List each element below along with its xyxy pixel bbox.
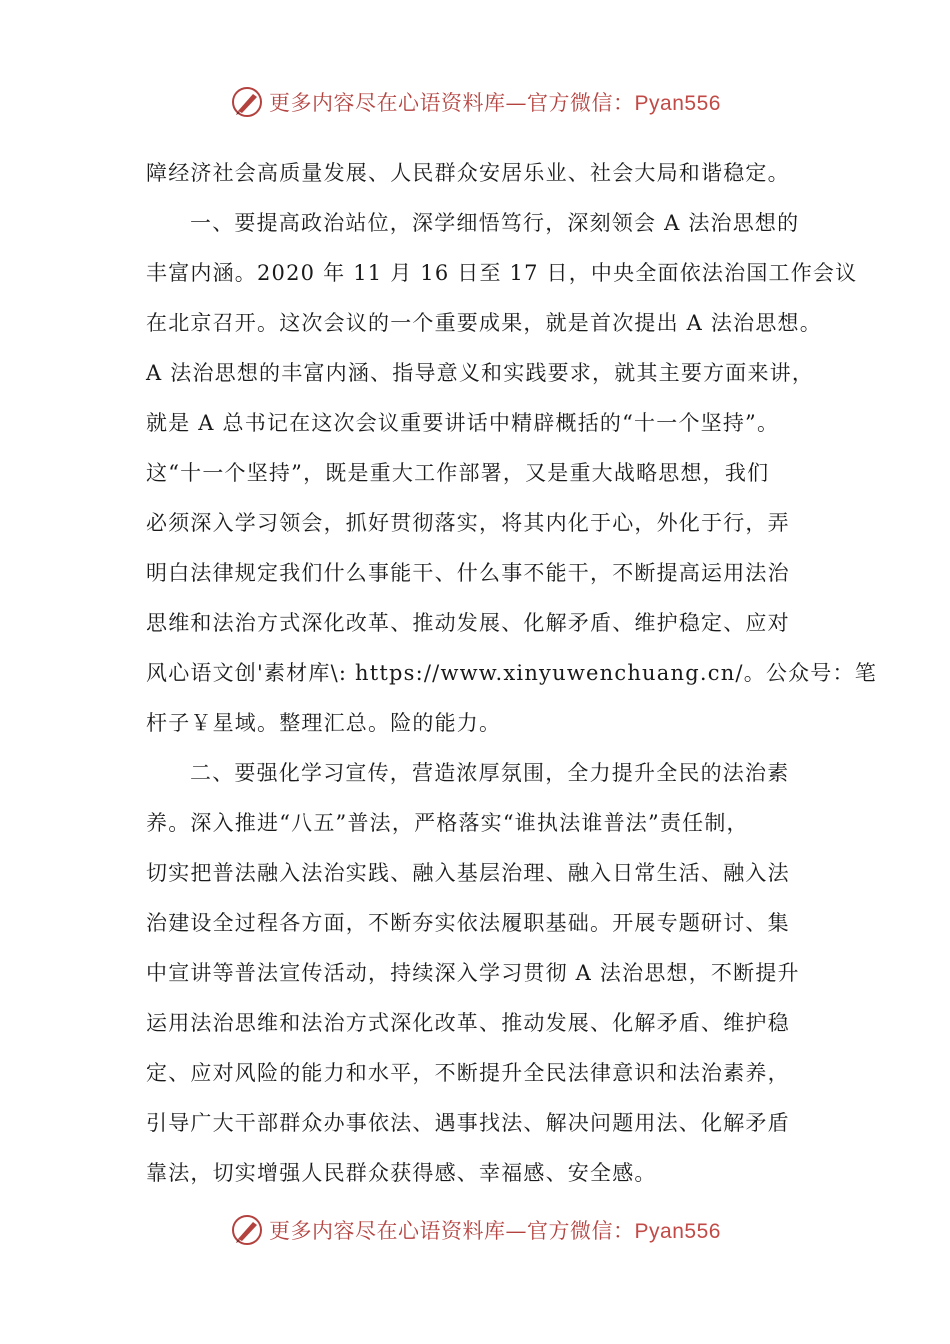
banner-text: 更多内容尽在心语资料库—官方微信：Pyan556 bbox=[269, 1219, 721, 1243]
header-banner bbox=[0, 82, 950, 122]
text-line: 运用法治思维和法治方式深化改革、推动发展、化解矛盾、维护稳 bbox=[146, 1011, 790, 1035]
text-line: 治建设全过程各方面，不断夯实依法履职基础。开展专题研讨、集 bbox=[146, 911, 790, 935]
text-line: 养。深入推进“八五”普法，严格落实“谁执法谁普法”责任制， bbox=[146, 811, 749, 835]
text-line: 引导广大干部群众办事依法、遇事找法、解决问题用法、化解矛盾 bbox=[146, 1111, 790, 1135]
document-body bbox=[146, 148, 877, 1198]
text-line: 必须深入学习领会，抓好贯彻落实，将其内化于心，外化于行，弄 bbox=[146, 511, 790, 535]
text-line: A 法治思想的丰富内涵、指导意义和实践要求，就其主要方面来讲， bbox=[146, 361, 815, 385]
footer-banner bbox=[0, 1210, 950, 1250]
text-line: 定、应对风险的能力和水平，不断提升全民法律意识和法治素养， bbox=[146, 1061, 790, 1085]
pen-logo-icon bbox=[229, 1212, 265, 1248]
banner-text: 更多内容尽在心语资料库—官方微信：Pyan556 bbox=[269, 91, 721, 115]
pen-logo-icon bbox=[229, 84, 265, 120]
text-line: 中宣讲等普法宣传活动，持续深入学习贯彻 A 法治思想，不断提升 bbox=[146, 961, 800, 985]
paragraph-heading: 一、要提高政治站位，深学细悟笃行，深刻领会 A 法治思想的 bbox=[190, 211, 800, 235]
text-line: 在北京召开。这次会议的一个重要成果，就是首次提出 A 法治思想。 bbox=[146, 311, 822, 335]
text-line: 杆子￥星域。整理汇总。险的能力。 bbox=[146, 711, 502, 735]
text-line: 丰富内涵。2020 年 11 月 16 日至 17 日，中央全面依法治国工作会议 bbox=[146, 261, 858, 285]
text-line: 这“十一个坚持”，既是重大工作部署，又是重大战略思想，我们 bbox=[146, 461, 770, 485]
text-line: 靠法，切实增强人民群众获得感、幸福感、安全感。 bbox=[146, 1161, 657, 1185]
text-line: 障经济社会高质量发展、人民群众安居乐业、社会大局和谐稳定。 bbox=[146, 161, 790, 185]
paragraph-heading: 二、要强化学习宣传，营造浓厚氛围，全力提升全民的法治素 bbox=[190, 761, 790, 785]
text-line: 明白法律规定我们什么事能干、什么事不能干，不断提高运用法治 bbox=[146, 561, 790, 585]
text-line: 就是 A 总书记在这次会议重要讲话中精辟概括的“十一个坚持”。 bbox=[146, 411, 780, 435]
text-line: 思维和法治方式深化改革、推动发展、化解矛盾、维护稳定、应对 bbox=[146, 611, 790, 635]
text-line: 切实把普法融入法治实践、融入基层治理、融入日常生活、融入法 bbox=[146, 861, 790, 885]
text-line: 风心语文创'素材库\: https://www.xinyuwenchuang.cn/。公众号：笔 bbox=[146, 661, 877, 685]
